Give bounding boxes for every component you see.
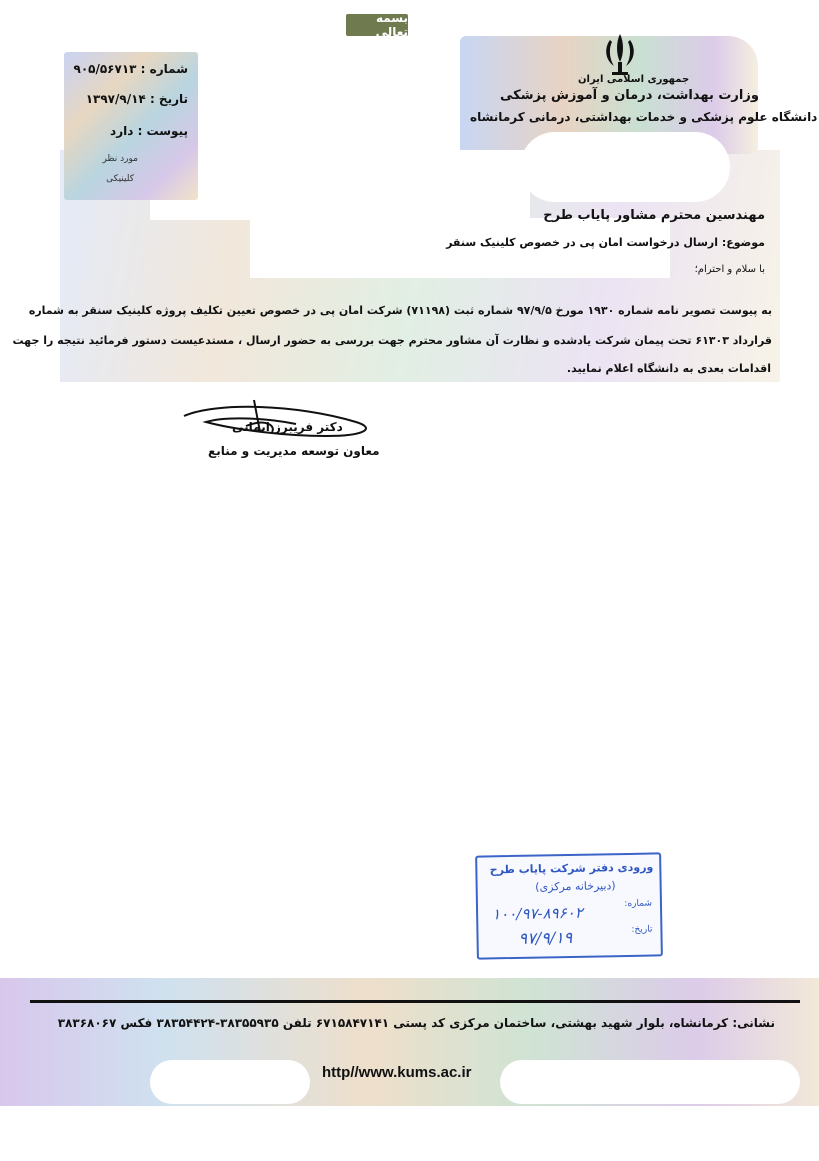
stamp-number-value: ۱۰۰/۹۷-۸۹۶۰۲ xyxy=(491,903,583,924)
letter-date: تاریخ : ۱۳۹۷/۹/۱۴ xyxy=(85,92,188,106)
university-name: دانشگاه علوم پزشکی و خدمات بهداشتی، درمانی کرمانشاه xyxy=(470,110,818,124)
info-note: کلینیکی xyxy=(106,174,134,184)
received-stamp xyxy=(475,852,663,959)
footer-website-link[interactable]: http//www.kums.ac.ir xyxy=(322,1064,472,1081)
redacted-area xyxy=(500,1060,800,1104)
stamp-subtitle: (دبیرخانه مرکزی) xyxy=(535,879,616,894)
footer-divider xyxy=(30,1000,800,1003)
letter-greeting: با سلام و احترام؛ xyxy=(694,264,765,275)
stamp-title: ورودی دفتر شرکت پایاب طرح xyxy=(489,860,654,877)
letter-number: شماره : ۹۰۵/۵۶۷۱۳ xyxy=(73,62,188,76)
letter-body-line: به پیوست تصویر نامه شماره ۱۹۳۰ مورخ ۹۷/۹/۵ شماره ثبت (۷۱۱۹۸) شرکت امان پی در خصوص تعیین تکلیف پروژه کلینیک سنقر به شماره xyxy=(28,304,772,317)
signatory-title: معاون توسعه مدیریت و منابع xyxy=(208,444,380,458)
republic-text: جمهوری اسلامی ایران xyxy=(578,74,690,85)
top-tag: بسمه تعالی xyxy=(346,14,408,36)
signatory-name: دکتر فریبرز ایمانی xyxy=(232,420,343,434)
letter-subject: موضوع: ارسال درخواست امان پی در خصوص کلینیک سنقر xyxy=(446,236,765,249)
reference-info-box xyxy=(64,52,198,200)
redacted-area xyxy=(150,1060,310,1104)
iran-emblem-icon xyxy=(596,30,644,78)
stamp-date-value: ۹۷/۹/۱۹ xyxy=(518,927,573,948)
letter-attachment: پیوست : دارد xyxy=(110,124,188,138)
letter-body-line: قرارداد ۶۱۳۰۳ تحت پیمان شرکت یادشده و نظارت آن مشاور محترم جهت بررسی به حضور ارسال ، مستدعیست دستور فرمائید نتیجه را جهت xyxy=(12,334,772,347)
footer-address: نشانی: کرمانشاه، بلوار شهید بهشتی، ساختمان مرکزی کد پستی ۶۷۱۵۸۴۷۱۴۱ تلفن ۳۸۳۵۵۹۳۵-۳۸۳۵۴۴۲۴ فکس ۳۸۳۶۸۰۶۷ xyxy=(57,1016,775,1030)
redacted-area xyxy=(150,150,530,220)
letter-body-line: اقدامات بعدی به دانشگاه اعلام نمایید. xyxy=(566,362,771,375)
stamp-date-label: تاریخ: xyxy=(631,924,653,935)
stamp-number-label: شماره: xyxy=(624,898,653,910)
redacted-area xyxy=(520,132,730,202)
letter-recipient: مهندسین محترم مشاور پایاب طرح xyxy=(543,208,765,223)
ministry-name: وزارت بهداشت، درمان و آموزش پزشکی xyxy=(500,88,759,103)
info-note: مورد نظر xyxy=(102,154,138,164)
